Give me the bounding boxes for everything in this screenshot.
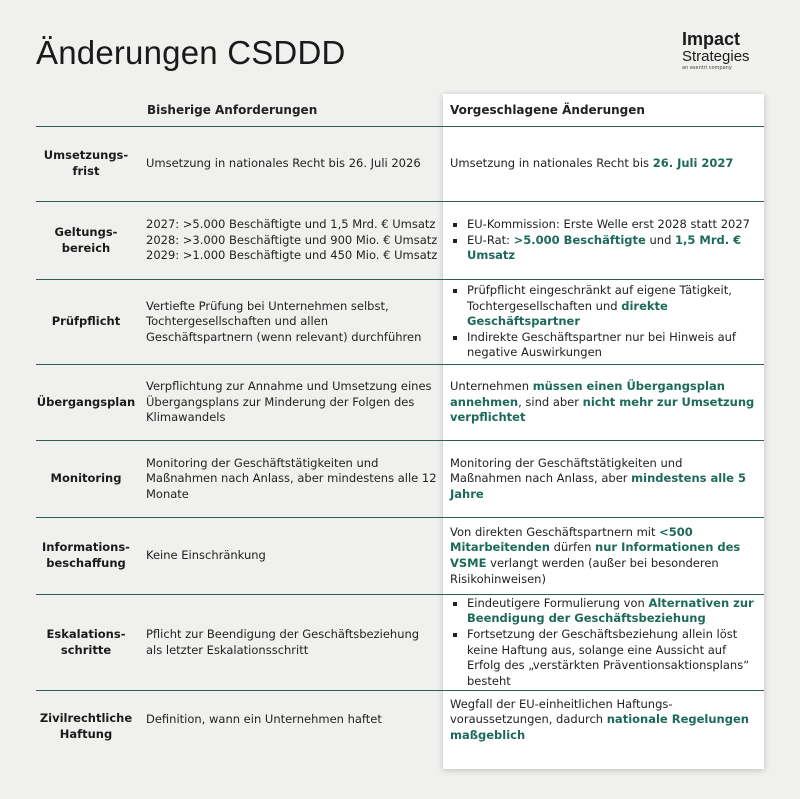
row-label: Prüfpflicht: [51, 314, 121, 329]
previous-requirement-cell: Keine Einschränkung: [146, 548, 266, 563]
text: verlangt werden (außer bei besonderen Risikohinweisen): [450, 556, 719, 586]
proposed-change-cell: [450, 127, 756, 201]
highlight-text: <500 Mitarbeitenden: [450, 524, 693, 555]
bullet-list: [450, 217, 756, 264]
previous-requirement-cell: Definition, wann ein Unternehmen haftet: [146, 712, 382, 727]
table-row-pruefpflicht: [36, 280, 764, 364]
threshold-line: 2029: >1.000 Beschäftigte und 450 Mio. € Umsatz: [146, 248, 438, 263]
highlight-text: 1,5 Mrd. € Umsatz: [467, 232, 742, 263]
proposed-change-cell: [450, 441, 756, 517]
bullet-list: [450, 596, 756, 689]
list-item: [450, 596, 756, 627]
row-label-line: Informations-: [42, 540, 130, 555]
company-logo: [682, 30, 750, 71]
previous-requirement-cell: Umsetzung in nationales Recht bis 26. Juli 2026: [146, 156, 421, 171]
highlight-text: mindestens alle 5 Jahre: [450, 471, 746, 501]
row-label: [36, 518, 136, 594]
text: dürfen: [550, 540, 596, 555]
list-item: [450, 283, 756, 330]
row-label: [36, 202, 136, 279]
text: EU-Rat:: [467, 232, 514, 247]
logo-word-impact: Impact: [682, 29, 741, 49]
highlight-text: >5.000 Beschäftigte: [513, 232, 646, 247]
row-label-line: Haftung: [59, 727, 113, 741]
table-row-zivilrechtliche-haftung: [36, 691, 764, 763]
text: und: [645, 232, 676, 247]
text: EU-Kommission: Erste Welle erst 2028 statt 2027: [467, 217, 750, 232]
row-label: [36, 595, 136, 690]
text: Wegfall der EU-einheitlichen Haftungs-voraussetzungen, dadurch: [450, 696, 673, 727]
row-label-line: bereich: [61, 240, 111, 255]
highlight-text: Alternativen zur Beendigung der Geschäftsbeziehung: [467, 595, 754, 626]
proposed-change-cell: [450, 365, 756, 440]
previous-requirement-cell: Monitoring der Geschäftstätigkeiten und Maßnahmen nach Anlass, aber mindestens alle 12 Monate: [146, 455, 437, 501]
row-label-line: frist: [72, 164, 100, 178]
previous-requirement-cell: Vertiefte Prüfung bei Unternehmen selbst, Tochtergesellschaften und allen Geschäftspartnern (wenn relevant) durchführen: [146, 298, 422, 344]
bullet-list: [450, 283, 756, 361]
row-label: Übergangsplan: [36, 394, 136, 409]
table-row-geltungsbereich: [36, 202, 764, 279]
row-label-line: Eskalations-: [46, 626, 126, 641]
table-row-uebergangsplan: [36, 365, 764, 440]
proposed-change-cell: [450, 280, 756, 364]
row-label-line: beschaffung: [46, 556, 126, 570]
table-row-informationsbeschaffung: [36, 518, 764, 594]
column-header-proposed: Vorgeschlagene Änderungen: [450, 103, 645, 117]
table-row-eskalationsschritte: [36, 595, 764, 690]
highlight-text: nicht mehr zur Umsetzung verpflichtet: [450, 394, 755, 425]
threshold-line: 2028: >3.000 Beschäftigte und 900 Mio. € Umsatz: [146, 232, 438, 247]
text: Indirekte Geschäftspartner nur bei Hinweis auf negative Auswirkungen: [467, 329, 736, 360]
proposed-change-cell: [450, 691, 756, 749]
proposed-change-cell: [450, 202, 756, 279]
logo-subtitle: an esentri company: [682, 65, 732, 71]
text: Prüfpflicht eingeschränkt auf eigene Tätigkeit, Tochtergesellschaften und: [467, 283, 732, 313]
text: Von direkten Geschäftspartnern mit: [450, 524, 660, 539]
row-label: [36, 691, 136, 763]
text: Umsetzung in nationales Recht bis: [450, 156, 653, 171]
row-label: [36, 127, 136, 201]
previous-requirement-cell: [146, 202, 438, 279]
logo-word-strategies: Strategies: [682, 48, 750, 65]
row-label-line: Geltungs-: [54, 224, 118, 239]
table-row-monitoring: [36, 441, 764, 517]
text: , sind aber: [518, 394, 583, 409]
previous-requirement-cell: Verpflichtung zur Annahme und Umsetzung eines Übergangsplans zur Minderung der Folgen des Klimawandels: [146, 379, 432, 425]
highlight-text: müssen einen Übergangsplan annehmen: [450, 379, 725, 409]
threshold-line: 2027: >5.000 Beschäftigte und 1,5 Mrd. € Umsatz: [146, 217, 436, 232]
list-item: [450, 217, 756, 233]
highlight-text: direkte Geschäftspartner: [467, 298, 668, 329]
text: Fortsetzung der Geschäftsbeziehung allein löst keine Haftung aus, solange eine Aussicht auf Erfolg des „verstärkten Präventionsaktionsplans“ besteht: [467, 626, 750, 688]
column-header-previous: Bisherige Anforderungen: [147, 103, 318, 117]
list-item: [450, 233, 756, 264]
page-title: Änderungen CSDDD: [36, 34, 346, 71]
text: Unternehmen: [450, 379, 533, 394]
text: Eindeutigere Formulierung von: [467, 595, 649, 610]
list-item: [450, 330, 756, 361]
highlight-text: nationale Regelungen maßgeblich: [450, 712, 749, 742]
text: Monitoring der Geschäftstätigkeiten und Maßnahmen nach Anlass, aber: [450, 455, 683, 486]
row-label-line: Umsetzungs-: [43, 148, 129, 163]
row-label-line: Zivilrechtliche: [39, 711, 133, 726]
row-label: Monitoring: [50, 471, 122, 486]
highlight-text: nur Informationen des VSME: [450, 540, 741, 570]
row-label-line: schritte: [60, 642, 112, 657]
proposed-change-cell: [450, 518, 756, 594]
highlight-text: 26. Juli 2027: [652, 156, 734, 171]
table-row-umsetzungsfrist: [36, 127, 764, 201]
list-item: [450, 627, 756, 689]
proposed-change-cell: [450, 595, 756, 690]
previous-requirement-cell: Pflicht zur Beendigung der Geschäftsbeziehung als letzter Eskalationsschritt: [146, 626, 420, 657]
